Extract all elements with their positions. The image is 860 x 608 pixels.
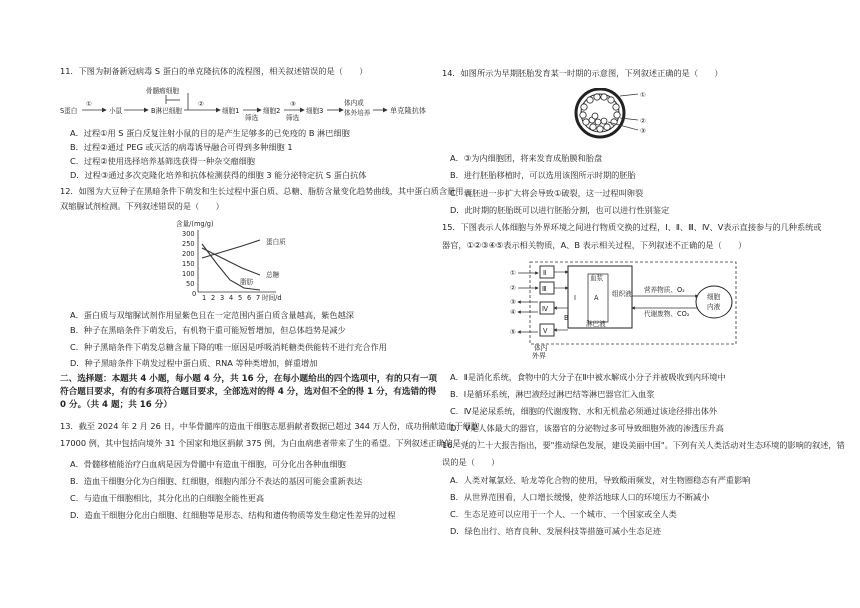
q15-sys-4: Ⅳ xyxy=(542,305,549,313)
q15-waste: 代谢废物、CO₂ xyxy=(644,310,690,318)
q11-antibody: 单克隆抗体 xyxy=(390,106,426,115)
q12-label-fat: 脂肪 xyxy=(240,278,254,286)
q16-stem-line2: 误的是（ ） xyxy=(442,457,500,467)
q13-option-c: C．与造血干细胞相比，其分化出的白细胞全能性更高 xyxy=(70,493,265,503)
q14-option-c: C．囊胚进一步扩大将会导致①破裂，这一过程叫卵裂 xyxy=(450,188,644,198)
q15-nutrients: 营养物质、O₂ xyxy=(644,286,685,294)
q15-num-3: ③ xyxy=(510,298,516,306)
q15-cell-fluid-2: 内液 xyxy=(707,303,721,311)
q12-xlabel: 时间/d xyxy=(262,294,282,302)
q11-mouse: 小鼠 xyxy=(109,107,123,115)
q12-xtick-1: 1 xyxy=(202,294,207,302)
q12-ytick-50: 50 xyxy=(186,280,195,288)
q14-label-3: ③ xyxy=(640,127,646,135)
q13-option-d: D．造血干细胞分化出白细胞、红细胞等是形态、结构和遗传物质等发生稳定性差异的过程 xyxy=(70,510,396,520)
q12-option-a: A．蛋白质与双缩脲试剂作用显紫色且在一定范围内蛋白质含量越高，紫色越深 xyxy=(70,310,354,320)
q11-s-protein: S蛋白 xyxy=(60,107,78,115)
q11-cell1: 细胞1 xyxy=(222,107,240,115)
q12-ytick-300: 300 xyxy=(182,230,195,238)
q12-xtick-3: 3 xyxy=(220,294,225,302)
q12-xtick-5: 5 xyxy=(238,294,243,302)
q11-option-d: D．过程③通过多次克隆化培养和抗体检测获得的细胞 3 能分泌特定抗 S 蛋白抗体 xyxy=(70,170,367,180)
q15-lymph: 淋巴液 xyxy=(586,320,606,328)
q15-option-c: C．Ⅳ是泌尿系统，细胞的代谢废物、水和无机盐必须通过该途径排出体外 xyxy=(450,406,718,416)
q11-cell2: 细胞2 xyxy=(263,107,281,115)
q12-xtick-6: 6 xyxy=(247,294,252,302)
q15-num-4: ④ xyxy=(510,308,516,316)
q15-sys-5: Ⅴ xyxy=(543,327,548,335)
q12-stem-line2: 双缩脲试剂检测。下列叙述错误的是（ ） xyxy=(60,201,224,211)
q12-option-d: D．种子黑暗条件下萌发过程中蛋白质、RNA 等种类增加，鲜重增加 xyxy=(70,358,318,368)
q15-cell-fluid-1: 细胞 xyxy=(707,293,721,301)
q13-stem-line1: 13．截至 2024 年 2 月 26 日，中华骨髓库的造血干细胞志愿捐献者数据已超过 344 万人份，成功捐献造血干细胞 xyxy=(60,421,480,431)
q15-option-a: A．Ⅱ是消化系统，食物中的大分子在Ⅱ中被水解成小分子并被吸收到内环境中 xyxy=(450,372,726,382)
q12-label-sugar: 总糖 xyxy=(266,271,280,279)
q15-exchange-diagram xyxy=(508,258,740,354)
q12-option-b: B．种子在黑暗条件下萌发后，有机物干重可能短暂增加，但总体趋势是减少 xyxy=(70,325,346,335)
q12-xtick-2: 2 xyxy=(211,294,216,302)
q12-y-ticks xyxy=(182,230,196,298)
q14-option-a: A．③为内细胞团，将来发育成胎膜和胎盘 xyxy=(450,153,603,163)
q15-num-2: ② xyxy=(510,284,516,292)
q14-blastocyst-diagram xyxy=(568,88,660,140)
q15-option-b: B．Ⅰ是循环系统，淋巴液经过淋巴结等淋巴器官汇入血浆 xyxy=(450,389,655,399)
q13-stem-line2: 17000 例，其中包括向境外 31 个国家和地区捐献 375 例，为白血病患者带来了生的希望。下列叙述正确的是（ ） xyxy=(60,438,486,448)
q15-num-5: ⑤ xyxy=(510,328,516,336)
q11-option-b: B．过程②通过 PEG 或灭活的病毒诱导融合可得到多种细胞 1 xyxy=(70,142,293,152)
q11-option-a: A．过程①用 S 蛋白反复注射小鼠的目的是产生足够多的已免疫的 B 淋巴细胞 xyxy=(70,128,350,138)
q14-label-2: ② xyxy=(640,117,646,125)
q11-culture-1: 体内或 xyxy=(344,99,364,107)
q15-B: B xyxy=(564,314,569,322)
q12-ytick-200: 200 xyxy=(182,250,195,258)
q11-circle3: ③ xyxy=(290,100,296,108)
q16-option-d: D．绿色出行、培育良种、发展科技等措施可减小生态足迹 xyxy=(450,526,661,536)
q12-ytick-0: 0 xyxy=(192,290,197,298)
q15-stem-line2: 器官，①②③④⑤表示相关物质，A、B 表示相关过程，下列叙述不正确的是（ ） xyxy=(442,240,747,250)
section2-line2: 符合题目要求，有的有多项符合题目要求，全部选对的得 4 分，选对但不全的得 1 分，有选错的得 xyxy=(60,387,437,397)
q11-myeloma: 骨髓瘤细胞 xyxy=(146,87,179,95)
q15-blood: 血浆 xyxy=(590,274,604,282)
q13-option-a: A．骨髓移植能治疗白血病是因为骨髓中有造血干细胞，可分化出各种血细胞 xyxy=(70,459,346,469)
q16-option-a: A．人类对氟氯烃、哈龙等化合物的使用，导致酸雨频发，对生物圈稳态有严重影响 xyxy=(450,475,751,485)
q11-flow-diagram xyxy=(60,84,390,130)
q12-ytick-150: 150 xyxy=(182,260,195,268)
q12-line-sugar xyxy=(202,248,260,275)
q11-screen1: 筛选 xyxy=(245,114,259,122)
q16-stem-line1: 16．党的二十大报告指出，要"推动绿色发展，建设美丽中国"。下列有关人类活动对生态环境的影响的叙述，错 xyxy=(442,440,845,450)
q15-outside-label: 外界 xyxy=(532,352,546,360)
q16-option-c: C．生态足迹可以应用于一个人、一个城市、一个国家或全人类 xyxy=(450,509,677,519)
q12-ylabel: 含量/(mg/g) xyxy=(176,220,214,228)
q14-option-d: D．此时期的胚胎既可以进行胚胎分割，也可以进行性别鉴定 xyxy=(450,205,670,215)
q11-circle2: ② xyxy=(198,100,204,108)
q12-x-ticks xyxy=(202,293,282,302)
q12-label-protein: 蛋白质 xyxy=(266,238,286,246)
q15-num-1: ① xyxy=(510,269,516,277)
q11-culture-2: 体外培养 xyxy=(344,109,371,117)
q15-sys-3: Ⅲ xyxy=(542,285,547,293)
q11-stem: 11．下图为制备新冠病毒 S 蛋白的单克隆抗体的流程图，相关叙述错误的是（ ） xyxy=(60,66,368,76)
q13-option-b: B．造血干细胞分化为白细胞、红细胞，细胞内部分不表达的基因可能会重新表达 xyxy=(70,476,363,486)
q12-xtick-7: 7 xyxy=(256,294,261,302)
q12-xtick-4: 4 xyxy=(229,294,234,302)
q11-b-cell: B淋巴细胞 xyxy=(151,107,182,115)
q15-sys-2: Ⅱ xyxy=(543,269,547,277)
q11-circle1: ① xyxy=(86,100,92,108)
q12-ytick-100: 100 xyxy=(182,270,195,278)
q11-cell3: 细胞3 xyxy=(306,107,324,115)
q14-option-b: B．进行胚胎移植时，可以选用该图所示时期的胚胎 xyxy=(450,170,636,180)
q12-stem-line1: 12．如图为大豆种子在黑暗条件下萌发和生长过程中蛋白质、总糖、脂肪含量变化趋势曲线，其中蛋白质含量用 xyxy=(60,186,464,196)
q12-chart xyxy=(172,218,312,306)
q15-A: A xyxy=(594,294,599,302)
q14-stem: 14．如图所示为早期胚胎发育某一时期的示意图，下列叙述正确的是（ ） xyxy=(442,68,723,78)
section2-line1: 二、选择题：本题共 4 小题，每小题 4 分，共 16 分，在每小题给出的四个选项中，有的只有一项 xyxy=(60,374,438,384)
q16-option-b: B．从世界范围看，人口增长缓慢，使养活地球人口的环境压力不断减小 xyxy=(450,492,710,502)
q11-option-c: C．过程②使用选择培养基筛选获得一种杂交瘤细胞 xyxy=(70,156,255,166)
q14-label-1: ① xyxy=(640,91,646,99)
q15-outside: 体内 xyxy=(534,344,548,352)
q15-tissue: 组织液 xyxy=(612,290,632,298)
section2-line3: 0 分。（共 4 题；共 16 分） xyxy=(60,400,172,410)
q12-ytick-250: 250 xyxy=(182,240,195,248)
q15-option-d: D．Ⅴ是人体最大的器官，该器官的分泌物过多可导致细胞外液的渗透压升高 xyxy=(450,423,724,433)
q11-screen2: 筛选 xyxy=(286,114,300,122)
q15-stem-line1: 15．下图表示人体细胞与外界环境之间进行物质交换的过程，Ⅰ、Ⅱ、Ⅲ、Ⅳ、Ⅴ表示直接参与的几种系统或 xyxy=(442,222,822,232)
q12-option-c: C．种子黑暗条件下萌发总糖含量下降的唯一原因是呼吸消耗糖类供能转不进行充合作用 xyxy=(70,342,387,352)
q15-sys-1: Ⅰ xyxy=(574,294,576,302)
